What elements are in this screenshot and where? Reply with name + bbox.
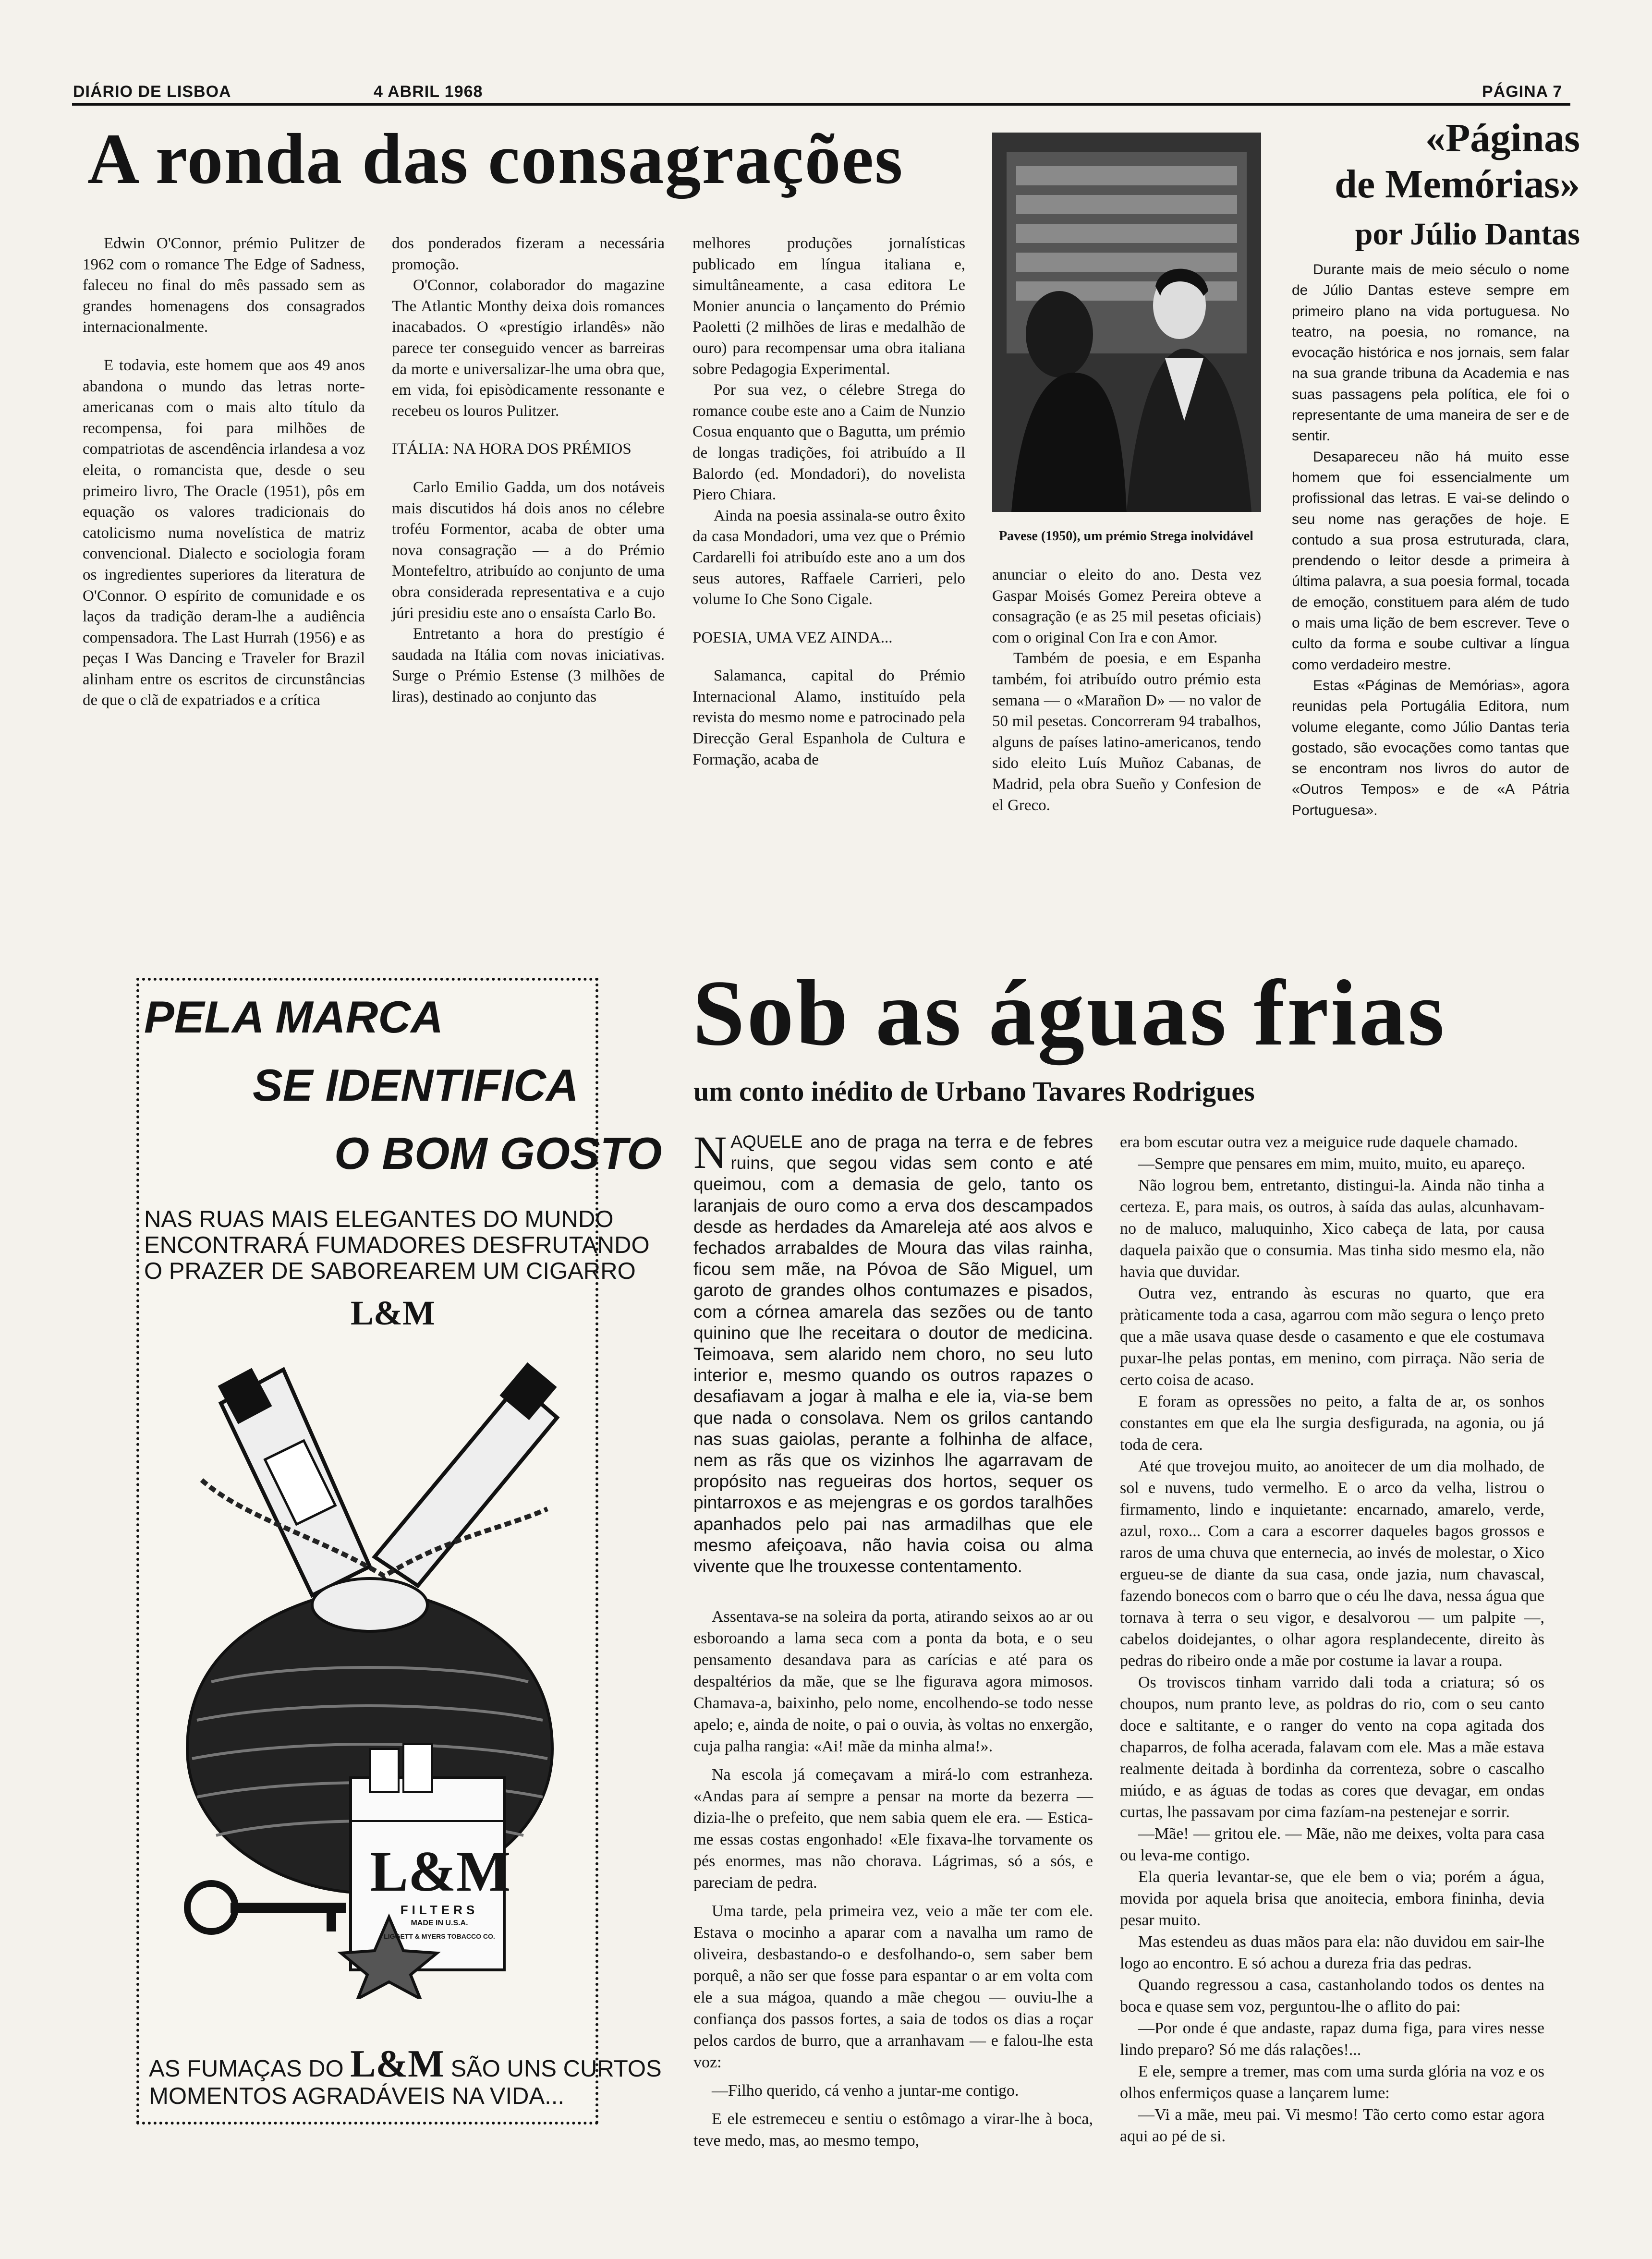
ad-footer-text-a: AS FUMAÇAS DO: [149, 2056, 344, 2082]
pack-made-in: MADE IN U.S.A.: [411, 1919, 468, 1927]
dropcap: N: [693, 1127, 727, 1178]
bottle-left: [218, 1368, 370, 1595]
top-article-column-3: [692, 233, 965, 770]
top-article-column-4: [992, 565, 1261, 816]
side-article-body: [1292, 259, 1569, 821]
paragraph: Salamanca, capital do Prémio Internacional Alamo, instituído pela revista do mesmo nome e patrocinado pela Direcção Geral Espanhola de Cultura e Formação, acaba de: [692, 667, 965, 768]
paragraph: —Mãe! — gritou ele. — Mãe, não me deixes, volta para casa ou leva-me contigo.: [1120, 1825, 1544, 1864]
pavese-photo: [992, 133, 1261, 512]
paragraph: Carlo Emilio Gadda, um dos notáveis mais discutidos há dois anos no célebre troféu Formentor, acaba de obter uma nova consagração — a do Prémio Montefeltro, atribuído ao conjunto de uma obra considerada representativa e a cujo júri presidiu este ano o ensaísta Carlo Bo.: [392, 478, 665, 622]
paragraph: Ainda na poesia assinala-se outro êxito da casa Mondadori, uma vez que o Prémio Cardarelli foi atribuído este ano a um dos seus autores, Raffaele Carrieri, pelo volume Io Che Sono Cigale.: [692, 507, 965, 608]
paragraph: Outra vez, entrando às escuras no quarto, que era pràticamente toda a casa, agarrou com mão segura o lenço preto que a mãe usava quase desde o casamento e que ele costumava puxar-lhe pelas pontas, em menino, com pirraça. Não seria de certo coisa de acaso.: [1120, 1285, 1544, 1389]
paragraph: melhores produções jornalísticas publicado em língua italiana e, simultâneamente, a casa editora Le Monier anuncia o lançamento do Prémio Paoletti (2 milhões de liras e medalhão de ouro) para recompensar uma obra italiana sobre Pedagogia Experimental.: [692, 235, 965, 378]
pack-filters-label: FILTERS: [400, 1903, 479, 1917]
paragraph: era bom escutar outra vez a meiguice rude daquele chamado.: [1120, 1133, 1518, 1151]
paragraph: Ela queria levantar-se, que ele bem o via; porém a água, movida por aquela brisa que anoitecia, embora fininha, devia pesar muito.: [1120, 1868, 1544, 1929]
ad-footer-brand: L&M: [350, 2043, 444, 2085]
story-headline: Sob as águas frias: [692, 961, 1446, 1065]
paragraph: Mas estendeu as duas mãos para ela: não duvidou em sair-lhe logo ao encontro. E só achou a dureza fria das pedras.: [1120, 1933, 1544, 1972]
paragraph: Assentava-se na soleira da porta, atirando seixos ao ar ou esboroando a lama seca com a ponta da bota, e o seu pensamento desandava para as carícias e até para os despaltérios da mãe, que se lhe figurava agora mimosos. Chamava-a, baixinho, pelo nome, encolhendo-se todo nesse apelo; e, ainda de noite, o pai o ouvia, às voltas no enxergão, cuja palha rangia: «Ai! mãe da minha alma!».: [693, 1608, 1093, 1756]
pack-brand: L&M: [370, 1839, 511, 1903]
subheading-poesia: POESIA, UMA VEZ AINDA...: [692, 629, 893, 646]
paragraph: —Vi a mãe, meu pai. Vi mesmo! Tão certo como estar agora aqui ao pé de si.: [1120, 2106, 1544, 2145]
paragraph: E ele estremeceu e sentiu o estômago a virar-lhe à boca, teve medo, mas, ao mesmo tempo,: [693, 2110, 1093, 2150]
headline-ronda: A ronda das consagrações: [87, 119, 904, 199]
bottle-right: [375, 1362, 557, 1586]
paragraph: O'Connor, colaborador do magazine The Atlantic Monthy deixa dois romances inacabados. O «prestígio irlandês» não parece ter conseguido vencer as barreiras da morte e universalizar-lhe uma obra que, em vida, foi episòdicamente ressonante e recebeu os louros Pulitzer.: [392, 277, 665, 420]
paragraph: Na escola já começavam a mirá-lo com estranheza. «Andas para aí sempre a pensar na morte da bezerra — dizia-lhe o prefeito, que nem sabia quem ele era. — Estica-me essas costas engonhado! «Ele fixava-lhe torvamente os pés enormes, mas não chorava. Lágrimas, só a sós, e pareciam de pedra.: [693, 1766, 1093, 1892]
photo-illustration: [992, 133, 1261, 512]
side-article-title: [1268, 115, 1580, 207]
photo-caption: Pavese (1950), um prémio Strega inolvidável: [999, 529, 1253, 544]
top-article-column-2: [392, 233, 665, 707]
story-column-1: [693, 1127, 1093, 2151]
paragraph: Por sua vez, o célebre Strega do romance coube este ano a Caim de Nunzio Cosua enquanto que o Bagutta, um prémio de longas tradições, foi atribuído a Il Balordo (ed. Mondadori), do novelista Piero Chiara.: [692, 381, 965, 504]
cloth-knot: [312, 1579, 427, 1631]
side-article-title-line-1: «Páginas: [1425, 116, 1580, 160]
story-opening-paragraph: [693, 1127, 1093, 1577]
paragraph: —Sempre que pensares em mim, muito, muito, eu apareço.: [1138, 1155, 1526, 1173]
paragraph: E ele, sempre a tremer, mas com uma surda glória na voz e os olhos enfermiços quase a lançarem lume:: [1120, 2063, 1544, 2102]
ad-brand-logo: L&M: [351, 1294, 435, 1332]
top-article-column-1: [83, 233, 365, 711]
paragraph: anunciar o eleito do ano. Desta vez Gaspar Moisés Gomez Pereira obteve a consagração (e as 25 mil pesetas oficiais) com o original Con Ira e con Amor.: [992, 566, 1261, 646]
paragraph: Desapareceu não há muito esse homem que foi essencialmente um profissional das letras. E vai-se delindo o seu nome nas gerações de hoje. E contudo a sua prosa estruturada, clara, prendendo o leitor desde a primeira à última palavra, a sua poesia formal, tocada de emoção, constituem para além de tudo o mais uma lição de bem escrever. Teve o culto da forma e soube cultivar a língua como verdadeiro mestre.: [1292, 449, 1569, 673]
paragraph: Também de poesia, e em Espanha também, foi atribuído outro prémio esta semana — o «Marañon D» — no valor de 50 mil pesetas. Concorreram 94 trabalhos, alguns de países latino-americanos, tendo sido eleito Luís Muñoz Cabanas, de Madrid, pela obra Sueño y Confesion de el Greco.: [992, 650, 1261, 814]
paragraph: E foram as opressões no peito, a falta de ar, os sonhos constantes em que ela lhe surgia desfigurada, na agonia, ou já toda de cera.: [1120, 1393, 1544, 1454]
paragraph: Entretanto a hora do prestígio é saudada na Itália com novas iniciativas. Surge o Prémio Estense (3 milhões de liras), destinado ao conjunto das: [392, 625, 665, 705]
ad-headline-line-2: SE IDENTIFICA: [253, 1060, 579, 1110]
masthead-rule: [72, 103, 1570, 106]
paragraph: Quando regressou a casa, castanholando todos os dentes na boca e quase sem voz, perguntou-lhe o aflito do pai:: [1120, 1976, 1544, 2016]
paragraph: Edwin O'Connor, prémio Pulitzer de 1962 com o romance The Edge of Sadness, faleceu no final do mês passado sem as grandes homenagens dos consagrados internacionalmente.: [83, 235, 365, 336]
paragraph: Estas «Páginas de Memórias», agora reunidas pela Portugália Editora, num volume elegante, como Júlio Dantas teria gostado, são evocações como tantas que se encontram nos livros do autor de «Outros Tempos» e de «A Pátria Portuguesa».: [1292, 677, 1569, 818]
paragraph: dos ponderados fizeram a necessária promoção.: [392, 235, 665, 273]
paragraph: —Filho querido, cá venho a juntar-me contigo.: [712, 2082, 1019, 2100]
lm-advertisement: [136, 978, 662, 2125]
side-article-byline: por Júlio Dantas: [1355, 217, 1580, 252]
masthead-paper-name: DIÁRIO DE LISBOA: [73, 83, 231, 101]
masthead-page-number: PÁGINA 7: [1482, 83, 1563, 101]
paragraph: Durante mais de meio século o nome de Júlio Dantas esteve sempre em primeiro plano na vida portuguesa. No teatro, na poesia, no romance, na evocação histórica e nos jornais, sem falar na sua grande tribuna da Academia e nas suas passagens pela política, ele foi o representante de uma maneira de ser e de sentir.: [1292, 262, 1569, 444]
story-opening-text: AQUELE ano de praga na terra e de febres ruins, que segou vidas sem conto e até queimou, com a demasia de gelo, tanto os laranjais de ouro como a erva dos descampados desde as herdades da Amareleja até aos alvos e fechados arrabaldes de Moura das vilas rainha, ficou sem mãe, na Póvoa de São Miguel, um garoto de grandes olhos contumazes e pisados, com a córnea amarela das sezões ou de tanto quinino que lhe receitara o doutor de medicina. Teimoava, sem alarido nem choro, no seu luto interior e, mesmo quando os outros rapazes o desafiavam a jogar à malha e ele ia, via-se bem que nada o consolava. Nem os grilos cantando nas suas gaiolas, perante a folhinha de alface, nem as rãs que os vizinhos lhe agarravam de propósito nas regueiras dos hortos, sequer os pintarroxos e as mejengras e os gordos taralhões apanhados pelo pai nas armadilhas que ele mesmo afeiçoava, não havia coisa ou alma vivente que lhe trouxesse contentamento.: [693, 1132, 1093, 1577]
ad-body-line-3: O PRAZER DE SABOREAREM UM CIGARRO: [144, 1258, 636, 1284]
ad-headline-line-3: O BOM GOSTO: [334, 1128, 662, 1178]
ad-body-line-2: ENCONTRARÁ FUMADORES DESFRUTANDO: [144, 1232, 650, 1258]
paragraph: —Por onde é que andaste, rapaz duma figa, para vires nesse lindo preparo? Só me dás ralações!...: [1120, 2019, 1544, 2059]
ad-headline-line-1: PELA MARCA: [144, 992, 444, 1042]
ad-footer-line-2: MOMENTOS AGRADÁVEIS NA VIDA...: [149, 2083, 564, 2109]
ad-body-line-1: NAS RUAS MAIS ELEGANTES DO MUNDO: [144, 1206, 614, 1232]
story-column-2: [1120, 1131, 1544, 2147]
ad-footer-text-c: SÃO UNS CURTOS: [450, 2056, 662, 2082]
paragraph: Os troviscos tinham varrido dali toda a criatura; só os choupos, num pranto leve, as poldras do rio, com o seu canto doce e saltitante, e o ranger do vento na copa agitada dos chaparros, de folha acerada, falavam com ele. Mas a mãe estava realmente deitada à bordinha da correnteza, sobre o cascalho miúdo, e as águas de todas as cores que devagar, em ondas curtas, lhe passavam por cima fazíam-na pestenejar e sorrir.: [1120, 1674, 1544, 1821]
paragraph: Não logrou bem, entretanto, distingui-la. Ainda não tinha a certeza. E, para mais, os outros, à saída das aulas, alcunhavam-no de maluco, maluquinho, Xico cabeça de lata, por causa daquela paixão que o consumia. Mas tinha sido mesmo ela, não havia que duvidar.: [1120, 1177, 1544, 1281]
paragraph: Uma tarde, pela primeira vez, veio a mãe ter com ele. Estava o mocinho a aparar com a navalha um ramo de oliveira, desbastando-o e desfolhando-o, sem saber bem porquê, a não ser que fosse para espantar o ar em volta com ele a sua mágoa, quando a mãe chegou — ouviu-lhe a confiança dos passos fortes, a saia de todos os dias a roçar pelos cardos de burro, que a arranhavam — e falou-lhe esta voz:: [693, 1902, 1093, 2072]
masthead-date: 4 ABRIL 1968: [374, 83, 483, 101]
subheading-italia: ITÁLIA: NA HORA DOS PRÉMIOS: [392, 440, 632, 458]
pack-maker: LIGGETT & MYERS TOBACCO CO.: [384, 1932, 495, 1940]
side-article-title-line-2: de Memórias»: [1335, 162, 1580, 206]
story-subtitle: um conto inédito de Urbano Tavares Rodrigues: [693, 1076, 1255, 1107]
ad-footer-line-1: [149, 2043, 662, 2085]
paragraph: E todavia, este homem que aos 49 anos abandona o mundo das letras norte-americanas com o mais alto título da recompensa, foi para milhões de compatriotas de ascendência irlandesa a voz eleita, o romancista que, desde o seu primeiro livro, The Oracle (1951), pôs em equação os valores tradicionais do catolicismo numa novelística de matriz convencional. Dialecto e sociologia foram os ingredientes superiores da literatura de O'Connor. O espírito de comunidade e os laços da tradição deram-lhe a audiência compensadora. The Last Hurrah (1956) e as peças I Was Dancing e Traveler for Brazil alinham entre os escritos de circunstâncias de que o clã de expatriados e a crítica: [83, 356, 365, 709]
paragraph: Até que trovejou muito, ao anoitecer de um dia molhado, de sol e nuvens, tudo vermelho. E o arco da velha, listrou o firmamento, lindo e inquietante: encarnado, amarelo, verde, azul, roxo... Com a cara a escorrer daqueles bagos grossos e raros de uma chuva que enternecia, ao invés de molestar, o Xico ergueu-se de diante da sua casa, onde jazia, num chavascal, fazendo bonecos com o barro que o céu lhe dava, nessa água que tornava à terra o seu vigor, e desalvorou — um palpite —, cabelos doidejantes, o olhar agora resplandecente, direito às pedras do ribeiro onde a mãe por costume ia lavar a roupa.: [1120, 1457, 1544, 1670]
